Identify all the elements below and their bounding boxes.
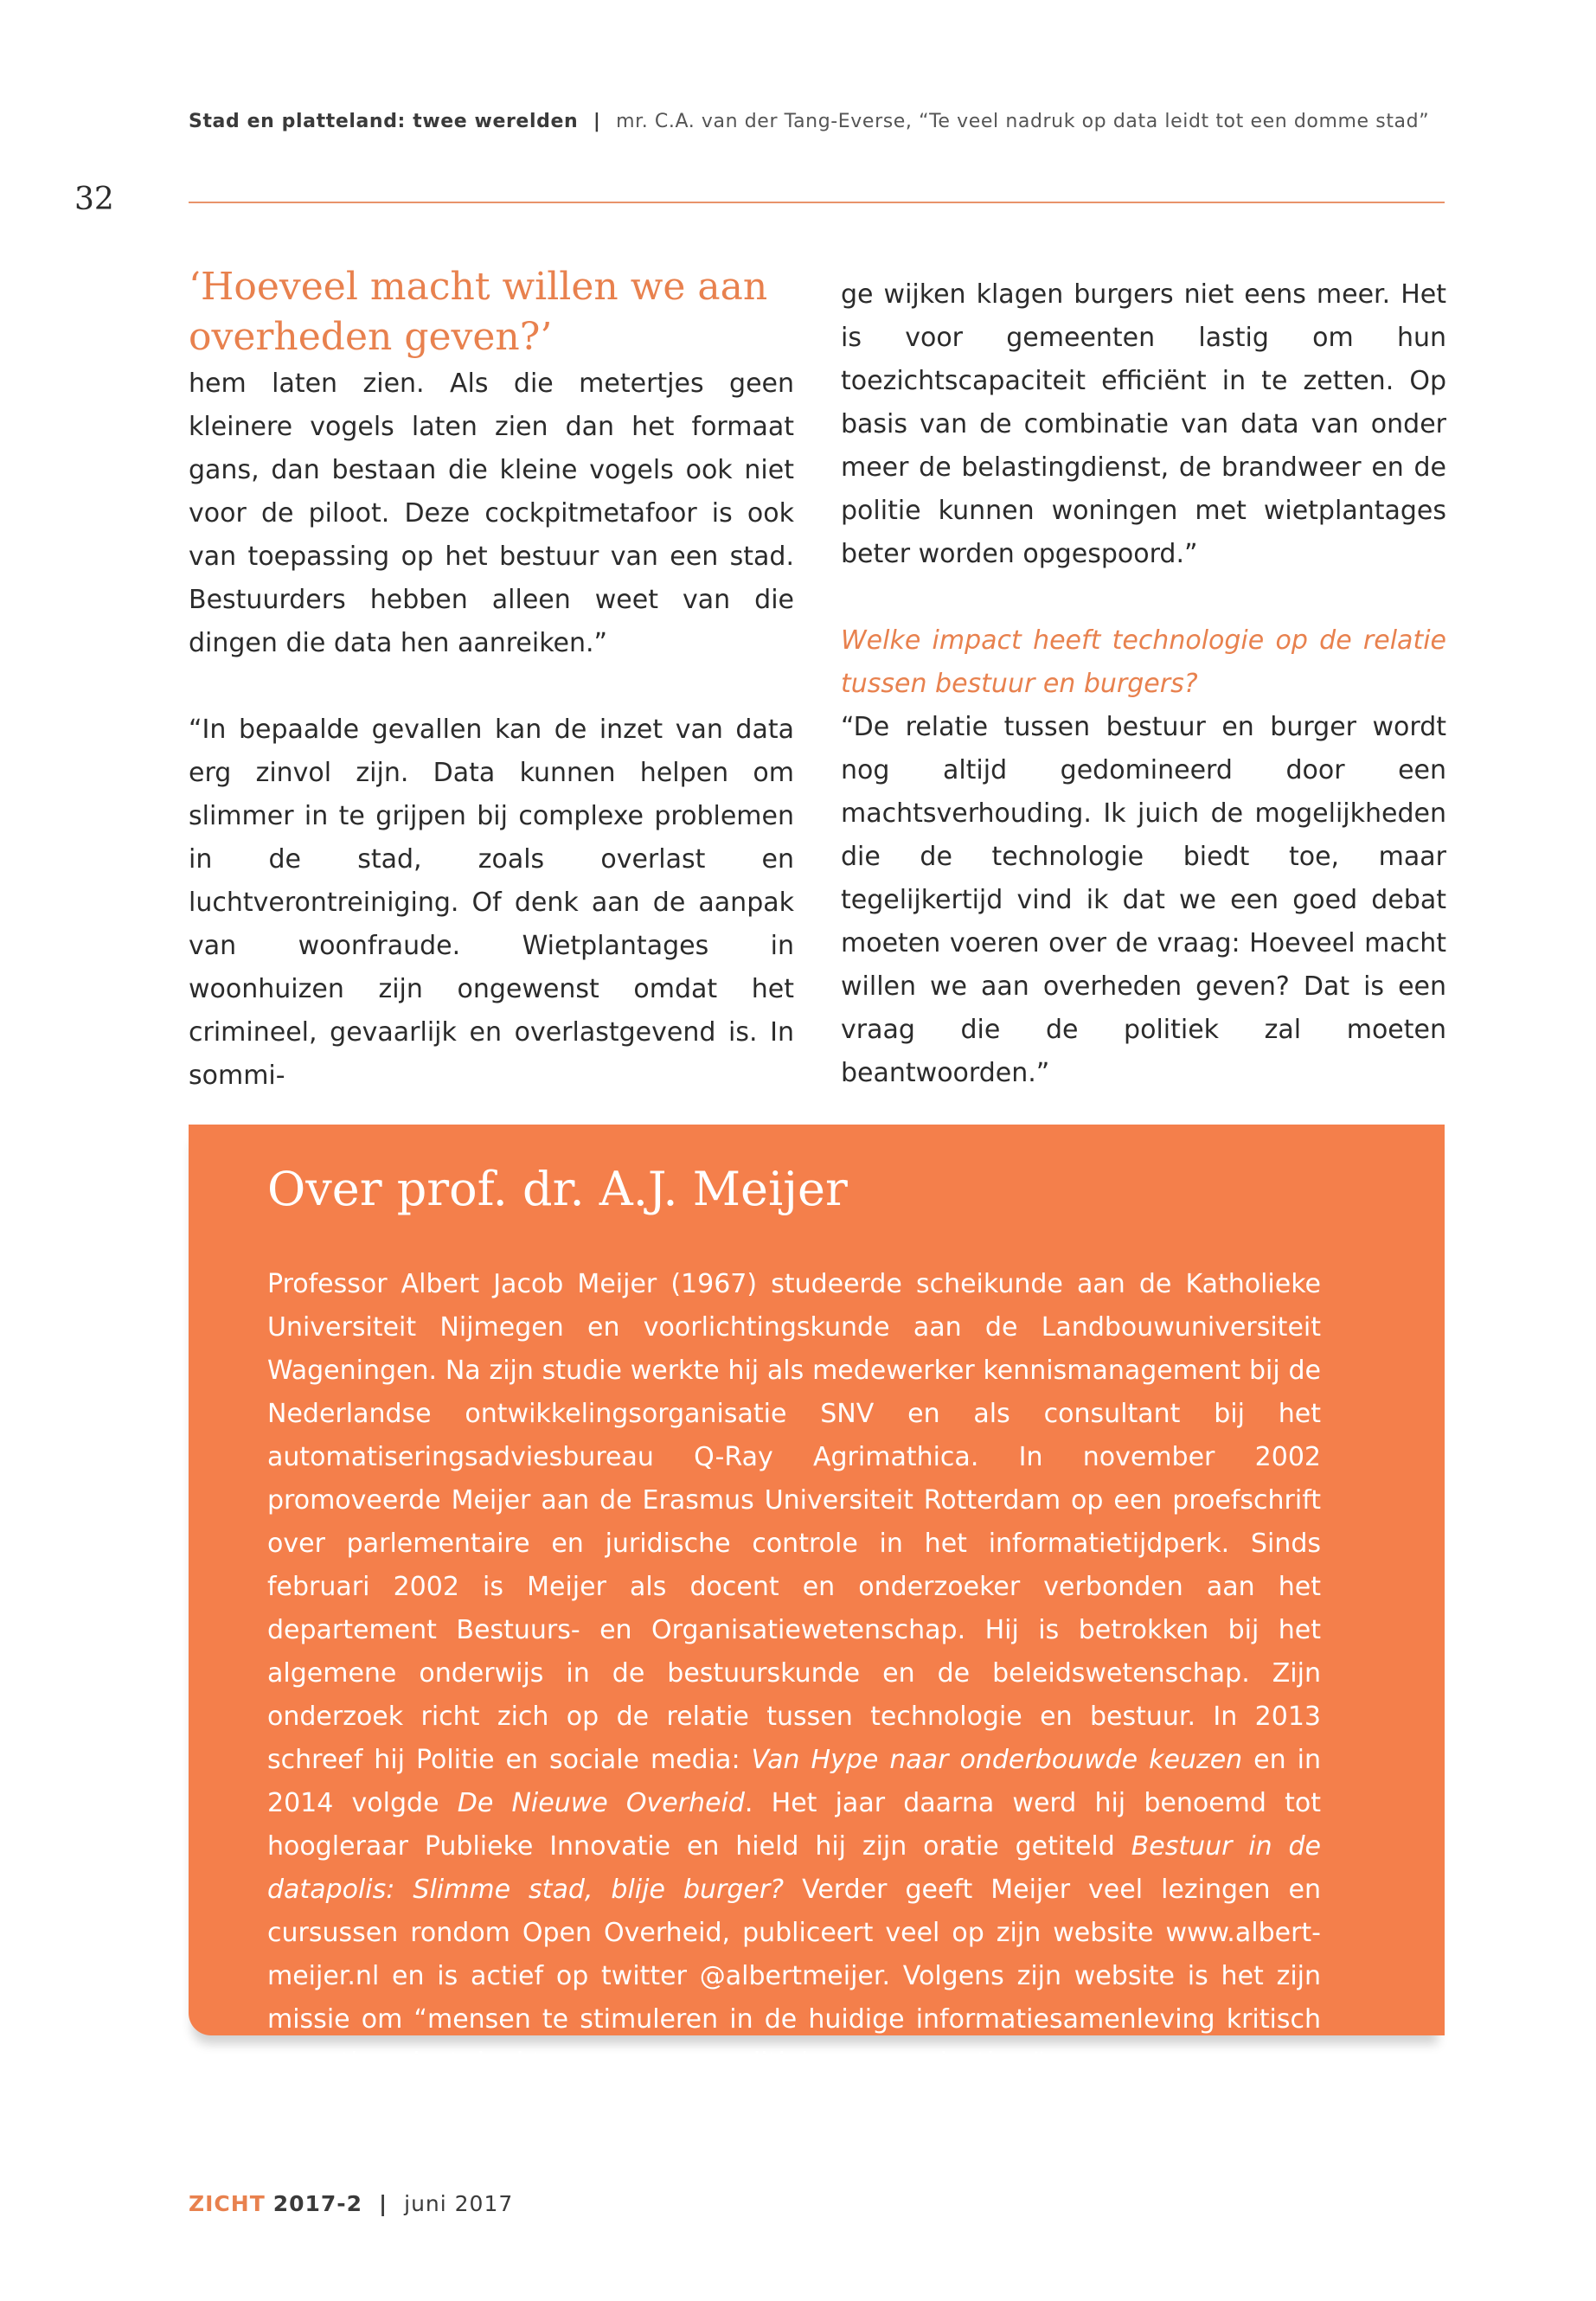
left-paragraph-2: “In bepaalde gevallen kan de inzet van data erg zinvol zijn. Data kunnen helpen om slimmer in te grijpen bij complexe problemen in de stad, zoals overlast en luchtverontreiniging. Of denk aan de aanpak van woonfraude. Wietplantages in woonhuizen zijn ongewenst omdat het crimineel, gevaarlijk en overlastgevend is. In sommi- xyxy=(189,715,794,1091)
bio-book-title: Bestuur in de datapolis: Slimme stad, blije burger? xyxy=(267,1831,1321,1905)
header-section-title: Stad en platteland: twee werelden xyxy=(189,111,579,132)
right-column xyxy=(841,273,1446,1095)
bio-text-part: . Het jaar daarna werd hij benoemd tot hoogleraar Publieke Innovatie en hield hij zijn oratie getiteld xyxy=(267,1788,1321,1862)
bio-text-part: Verder geeft Meijer veel lezingen en cursussen rondom Open Overheid, publiceert veel op zijn website www.albert-meijer.nl en is actief op twitter @albertmeijer. Volgens zijn website is het zijn missie om “mensen te stimuleren in de huidige informatiesamenleving kritisch en enthousiast deel te nemen aan politiek en organisaties.” xyxy=(267,1875,1321,2078)
bio-text-part: en in 2014 volgde xyxy=(267,1745,1321,1818)
paragraph-spacer xyxy=(189,665,794,708)
header-separator: | xyxy=(593,111,601,132)
footer-date: juni 2017 xyxy=(404,2191,514,2216)
bio-title: Over prof. dr. A.J. Meijer xyxy=(267,1162,848,1216)
left-paragraph-1: hem laten zien. Als die metertjes geen kleinere vogels laten zien dan het formaat gans, dan bestaan die kleine vogels ook niet voor de piloot. Deze cockpitmetafoor is ook van toepassing op het bestuur van een stad. Bestuurders hebben alleen weet van die dingen die data hen aanreiken.” xyxy=(189,369,794,658)
page-footer xyxy=(189,2191,513,2216)
footer-separator: | xyxy=(379,2191,388,2216)
right-paragraph-1: ge wijken klagen burgers niet eens meer. Het is voor gemeenten lastig om hun toezichtscapaciteit efficiënt in te zetten. Op basis van de combinatie van data van onder meer de belastingdienst, de brandweer en de politie kunnen woningen met wietplantages beter worden opgespoord.” xyxy=(841,279,1446,569)
bio-text xyxy=(267,1263,1321,2085)
header-article-title: mr. C.A. van der Tang-Everse, “Te veel nadruk op data leidt tot een domme stad” xyxy=(616,111,1430,132)
interview-question: Welke impact heeft technologie op de relatie tussen bestuur en burgers? xyxy=(841,625,1446,699)
bio-book-title: Van Hype naar onderbouwde keuzen xyxy=(751,1745,1243,1775)
bio-text-part: Professor Albert Jacob Meijer (1967) studeerde scheikunde aan de Katholieke Universiteit Nijmegen en voorlichtingskunde aan de Landbouwuniversiteit Wageningen. Na zijn studie werkte hij als medewerker kennismanagement bij de Nederlandse ontwikkelingsorganisatie SNV en als consultant bij het automatiseringsadviesbureau Q-Ray Agrimathica. In november 2002 promoveerde Meijer aan de Erasmus Universiteit Rotterdam op een proefschrift over parlementaire en juridische controle in het informatietijdperk. Sinds februari 2002 is Meijer als docent en onderzoeker verbonden aan het departement Bestuurs- en Organisatiewetenschap. Hij is betrokken bij het algemene onderwijs in de bestuurskunde en de beleidswetenschap. Zijn onderzoek richt zich op de relatie tussen technologie en bestuur. In 2013 schreef hij Politie en sociale media: xyxy=(267,1269,1321,1775)
page-number: 32 xyxy=(74,182,114,217)
right-paragraph-2: “De relatie tussen bestuur en burger wordt nog altijd gedomineerd door een machtsverhouding. Ik juich de mogelijkheden die de technologie biedt toe, maar tegelijkertijd vind ik dat we een goed debat moeten voeren over de vraag: Hoeveel macht willen we aan overheden geven? Dat is een vraag die de politiek zal moeten beantwoorden.” xyxy=(841,712,1446,1088)
footer-brand: ZICHT xyxy=(189,2191,266,2216)
running-header xyxy=(189,111,1445,132)
bio-book-title: De Nieuwe Overheid xyxy=(457,1788,745,1818)
bio-box xyxy=(189,1125,1445,2078)
left-column xyxy=(189,262,794,1098)
paragraph-spacer xyxy=(841,576,1446,619)
header-divider xyxy=(189,202,1445,203)
footer-issue: 2017-2 xyxy=(272,2191,363,2216)
pull-quote: ‘Hoeveel macht willen we aan overheden geven?’ xyxy=(189,265,768,359)
